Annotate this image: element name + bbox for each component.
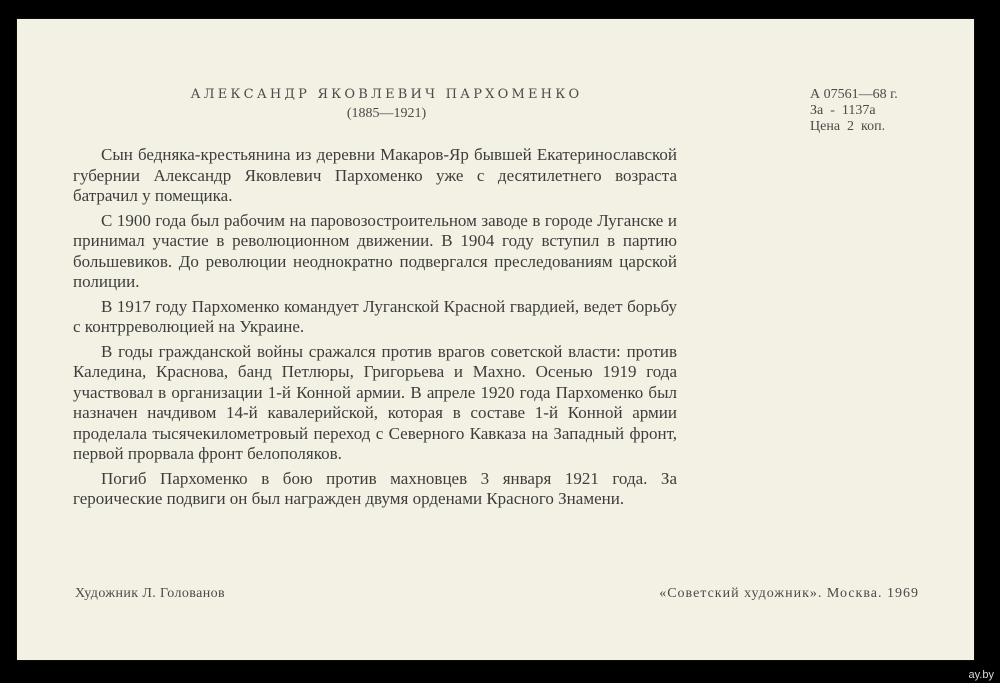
paragraph: В годы гражданской войны сражался против врагов советской власти: против Каледина, Краснова, банд Петлюры, Григорьева и Махно. Осенью 1919 года участвовал в организации 1-й Конной армии. В апреле 1920 года Пархоменко был назначен начдивом 14-й кавалерийской, которая в составе 1-й Конной армии проделала тысячекилометровый переход с Северного Кавказа на Западный фронт, первой прорвала фронт белополяков.: [73, 341, 677, 463]
catalog-number: А 07561—68 г.: [810, 87, 898, 102]
paragraph: Погиб Пархоменко в бою против махновцев 3 января 1921 года. За героические подвиги он был награжден двумя орденами Красного Знамени.: [73, 468, 677, 508]
order-number: За - 1137а: [810, 103, 876, 118]
paragraph: Сын бедняка-крестьянина из деревни Макаров-Яр бывшей Екатеринославской губернии Александр Яковлевич Пархоменко уже с десятилетнего возраста батрачил у помещика.: [73, 145, 677, 205]
artist-credit: Художник Л. Голованов: [75, 586, 226, 601]
postcard-back: [17, 19, 974, 660]
publisher-credit: «Советский художник». Москва. 1969: [659, 586, 919, 601]
price: Цена 2 коп.: [810, 119, 886, 134]
paragraph: В 1917 году Пархоменко командует Луганской Красной гвардией, ведет борьбу с контрреволюцией на Украине.: [73, 296, 677, 336]
page-title: АЛЕКСАНДР ЯКОВЛЕВИЧ ПАРХОМЕНКО: [190, 87, 583, 102]
publication-info: [810, 87, 970, 135]
biography-text: [73, 145, 677, 514]
life-dates: (1885—1921): [346, 106, 427, 121]
watermark: ay.by: [968, 669, 994, 681]
paragraph: С 1900 года был рабочим на паровозостроительном заводе в городе Луганске и принимал участие в революционном движении. В 1904 году вступил в партию большевиков. До революции неоднократно подвергался преследованиям царской полиции.: [73, 210, 677, 291]
